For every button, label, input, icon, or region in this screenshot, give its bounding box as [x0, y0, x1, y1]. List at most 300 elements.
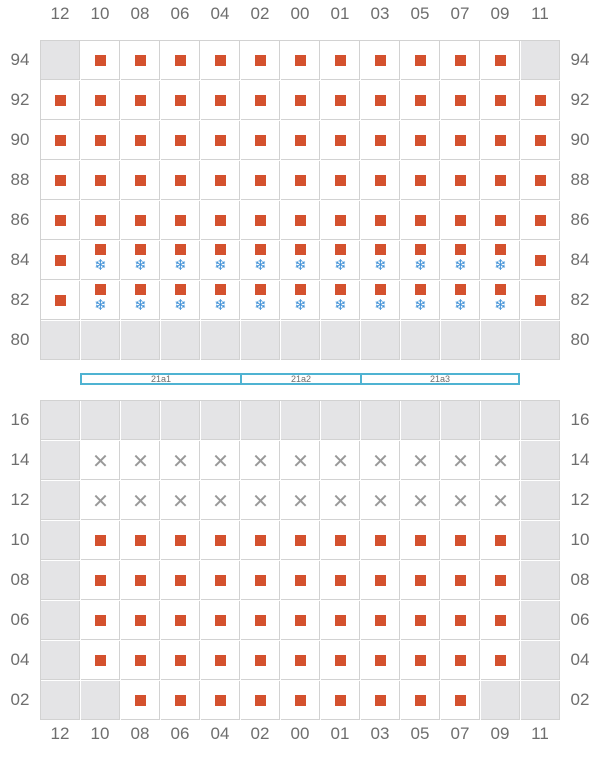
bottom-col-label: 03 [370, 724, 390, 743]
slot-cell[interactable] [201, 281, 240, 320]
slot-cell[interactable] [201, 41, 240, 80]
slot-cell[interactable] [41, 81, 80, 120]
slot-cell[interactable] [281, 441, 320, 480]
slot-cell[interactable] [321, 641, 360, 680]
top-col-label: 05 [410, 4, 430, 23]
snowflake-icon: ❄ [334, 296, 347, 314]
cross-icon: ✕ [212, 449, 229, 473]
slot-cell[interactable] [281, 681, 320, 720]
top-col-label: 02 [250, 4, 270, 23]
cross-icon: ✕ [252, 449, 269, 473]
container-marker [415, 95, 426, 106]
slot-cell [321, 401, 360, 440]
cross-icon: ✕ [492, 489, 509, 513]
row-label-right: 04 [570, 650, 590, 669]
container-marker [295, 535, 306, 546]
slot-cell[interactable] [441, 481, 480, 520]
slot-cell[interactable] [161, 241, 200, 280]
container-marker [295, 175, 306, 186]
slot-cell[interactable] [81, 81, 120, 120]
container-marker [415, 655, 426, 666]
slot-cell[interactable] [481, 601, 520, 640]
slot-cell[interactable] [241, 481, 280, 520]
slot-cell[interactable] [321, 681, 360, 720]
slot-cell[interactable] [161, 521, 200, 560]
container-marker [215, 655, 226, 666]
slot-cell [481, 321, 520, 360]
container-marker [95, 535, 106, 546]
snowflake-icon: ❄ [494, 256, 507, 274]
container-marker [375, 175, 386, 186]
container-marker [175, 175, 186, 186]
container-marker [95, 615, 106, 626]
slot-cell[interactable] [441, 521, 480, 560]
slot-cell [41, 561, 80, 600]
slot-cell[interactable] [521, 201, 560, 240]
container-marker [455, 535, 466, 546]
container-marker [455, 575, 466, 586]
container-marker [255, 284, 266, 295]
slot-cell [321, 321, 360, 360]
slot-cell[interactable] [401, 521, 440, 560]
slot-cell[interactable] [321, 81, 360, 120]
container-marker [95, 55, 106, 66]
top-col-label: 06 [170, 4, 190, 23]
section-21a3[interactable] [360, 373, 520, 385]
slot-cell [361, 321, 400, 360]
container-marker [175, 215, 186, 226]
slot-cell[interactable] [41, 281, 80, 320]
slot-cell[interactable] [441, 561, 480, 600]
slot-cell[interactable] [41, 161, 80, 200]
container-marker [375, 575, 386, 586]
slot-cell[interactable] [361, 641, 400, 680]
bottom-col-label: 08 [130, 724, 150, 743]
slot-cell[interactable] [321, 601, 360, 640]
container-marker [455, 95, 466, 106]
slot-cell[interactable] [281, 601, 320, 640]
slot-cell[interactable] [81, 121, 120, 160]
slot-cell[interactable] [321, 241, 360, 280]
container-marker [255, 135, 266, 146]
slot-cell[interactable] [241, 41, 280, 80]
section-21a2[interactable] [240, 373, 360, 385]
bottom-col-label: 10 [90, 724, 110, 743]
slot-cell[interactable] [481, 121, 520, 160]
bottom-col-label: 00 [290, 724, 310, 743]
slot-cell[interactable] [361, 41, 400, 80]
slot-cell[interactable] [401, 121, 440, 160]
cross-icon: ✕ [452, 449, 469, 473]
slot-cell[interactable] [81, 481, 120, 520]
slot-cell [41, 681, 80, 720]
slot-cell[interactable] [81, 521, 120, 560]
container-marker [335, 175, 346, 186]
slot-cell[interactable] [361, 81, 400, 120]
slot-cell[interactable] [241, 521, 280, 560]
slot-cell[interactable] [281, 241, 320, 280]
slot-cell [281, 321, 320, 360]
slot-cell[interactable] [201, 81, 240, 120]
slot-cell[interactable] [161, 681, 200, 720]
row-label-left: 06 [10, 610, 30, 629]
slot-cell[interactable] [241, 561, 280, 600]
container-marker [455, 215, 466, 226]
snowflake-icon: ❄ [174, 296, 187, 314]
container-marker [415, 244, 426, 255]
slot-cell[interactable] [241, 161, 280, 200]
top-col-label: 07 [450, 4, 470, 23]
slot-cell[interactable] [441, 281, 480, 320]
slot-cell[interactable] [201, 201, 240, 240]
slot-cell[interactable] [361, 281, 400, 320]
snowflake-icon: ❄ [174, 256, 187, 274]
slot-cell[interactable] [481, 81, 520, 120]
cross-icon: ✕ [492, 449, 509, 473]
container-marker [415, 695, 426, 706]
container-marker [495, 284, 506, 295]
slot-cell[interactable] [441, 201, 480, 240]
slot-cell[interactable] [161, 41, 200, 80]
row-label-right: 02 [570, 690, 590, 709]
slot-cell[interactable] [481, 441, 520, 480]
top-col-label: 00 [290, 4, 310, 23]
container-marker [535, 255, 546, 266]
container-marker [215, 575, 226, 586]
slot-cell[interactable] [321, 481, 360, 520]
container-marker [135, 95, 146, 106]
snowflake-icon: ❄ [414, 296, 427, 314]
container-marker [335, 655, 346, 666]
slot-cell[interactable] [201, 641, 240, 680]
slot-cell[interactable] [361, 601, 400, 640]
slot-cell[interactable] [121, 521, 160, 560]
container-marker [335, 615, 346, 626]
container-marker [295, 575, 306, 586]
container-marker [295, 244, 306, 255]
slot-cell[interactable] [161, 201, 200, 240]
slot-cell[interactable] [361, 481, 400, 520]
slot-cell [41, 481, 80, 520]
container-marker [55, 255, 66, 266]
slot-cell[interactable] [121, 161, 160, 200]
container-marker [95, 655, 106, 666]
row-label-right: 80 [570, 330, 590, 349]
row-label-right: 14 [570, 450, 590, 469]
slot-cell[interactable] [281, 521, 320, 560]
slot-cell[interactable] [361, 561, 400, 600]
container-marker [135, 575, 146, 586]
container-marker [495, 135, 506, 146]
container-marker [295, 695, 306, 706]
container-marker [175, 695, 186, 706]
slot-cell[interactable] [201, 161, 240, 200]
slot-cell[interactable] [81, 601, 120, 640]
slot-cell[interactable] [321, 161, 360, 200]
slot-cell [41, 321, 80, 360]
container-marker [415, 575, 426, 586]
slot-cell[interactable] [441, 161, 480, 200]
container-marker [375, 615, 386, 626]
snowflake-icon: ❄ [374, 296, 387, 314]
snowflake-icon: ❄ [94, 296, 107, 314]
container-marker [375, 244, 386, 255]
slot-cell[interactable] [481, 201, 520, 240]
slot-cell[interactable] [81, 161, 120, 200]
slot-cell [521, 441, 560, 480]
snowflake-icon: ❄ [494, 296, 507, 314]
slot-cell[interactable] [121, 641, 160, 680]
slot-cell[interactable] [401, 481, 440, 520]
slot-cell[interactable] [121, 241, 160, 280]
row-label-left: 16 [10, 410, 30, 429]
slot-cell [401, 401, 440, 440]
container-marker [335, 135, 346, 146]
slot-cell[interactable] [361, 441, 400, 480]
row-label-left: 94 [10, 50, 30, 69]
slot-cell[interactable] [41, 241, 80, 280]
bottom-col-label: 02 [250, 724, 270, 743]
slot-cell[interactable] [81, 641, 120, 680]
slot-cell[interactable] [121, 561, 160, 600]
container-marker [415, 135, 426, 146]
slot-cell[interactable] [481, 281, 520, 320]
slot-cell [41, 521, 80, 560]
slot-cell[interactable] [401, 441, 440, 480]
container-marker [175, 55, 186, 66]
slot-cell[interactable] [521, 121, 560, 160]
slot-cell [81, 401, 120, 440]
slot-cell[interactable] [241, 241, 280, 280]
slot-cell[interactable] [161, 641, 200, 680]
slot-cell[interactable] [161, 601, 200, 640]
snowflake-icon: ❄ [374, 256, 387, 274]
container-marker [255, 695, 266, 706]
section-21a1[interactable] [80, 373, 240, 385]
slot-cell[interactable] [81, 281, 120, 320]
slot-cell[interactable] [161, 481, 200, 520]
slot-cell[interactable] [441, 121, 480, 160]
slot-cell[interactable] [201, 521, 240, 560]
slot-cell[interactable] [441, 41, 480, 80]
container-marker [495, 575, 506, 586]
container-marker [135, 175, 146, 186]
container-marker [335, 244, 346, 255]
slot-cell[interactable] [521, 81, 560, 120]
slot-cell[interactable] [41, 201, 80, 240]
container-marker [375, 135, 386, 146]
slot-cell[interactable] [521, 281, 560, 320]
top-col-label: 11 [531, 4, 549, 23]
slot-cell[interactable] [441, 441, 480, 480]
top-col-label: 01 [330, 4, 350, 23]
slot-cell[interactable] [321, 121, 360, 160]
slot-cell[interactable] [361, 161, 400, 200]
cross-icon: ✕ [412, 449, 429, 473]
row-label-left: 12 [10, 490, 30, 509]
slot-cell[interactable] [201, 241, 240, 280]
slot-cell[interactable] [441, 641, 480, 680]
container-marker [95, 175, 106, 186]
slot-cell[interactable] [521, 241, 560, 280]
slot-cell[interactable] [321, 281, 360, 320]
slot-cell[interactable] [121, 41, 160, 80]
slot-cell[interactable] [401, 561, 440, 600]
container-marker [535, 175, 546, 186]
slot-cell[interactable] [401, 601, 440, 640]
slot-cell[interactable] [161, 441, 200, 480]
slot-cell[interactable] [401, 641, 440, 680]
slot-cell[interactable] [121, 601, 160, 640]
slot-cell[interactable] [281, 121, 320, 160]
slot-cell[interactable] [401, 281, 440, 320]
container-marker [535, 95, 546, 106]
container-marker [455, 175, 466, 186]
container-marker [295, 284, 306, 295]
container-marker [295, 655, 306, 666]
container-marker [295, 135, 306, 146]
slot-cell[interactable] [481, 521, 520, 560]
slot-cell[interactable] [361, 521, 400, 560]
bottom-col-label: 07 [450, 724, 470, 743]
slot-cell[interactable] [481, 561, 520, 600]
container-marker [495, 244, 506, 255]
slot-cell[interactable] [161, 81, 200, 120]
slot-cell [361, 401, 400, 440]
slot-cell [281, 401, 320, 440]
container-marker [375, 215, 386, 226]
slot-cell[interactable] [241, 641, 280, 680]
slot-cell[interactable] [201, 681, 240, 720]
slot-cell[interactable] [281, 201, 320, 240]
slot-cell[interactable] [401, 241, 440, 280]
slot-cell[interactable] [401, 681, 440, 720]
slot-cell [41, 401, 80, 440]
row-label-right: 08 [570, 570, 590, 589]
container-marker [295, 215, 306, 226]
top-col-label: 08 [130, 4, 150, 23]
slot-cell[interactable] [81, 241, 120, 280]
slot-cell[interactable] [241, 81, 280, 120]
snowflake-icon: ❄ [214, 256, 227, 274]
slot-cell[interactable] [441, 241, 480, 280]
slot-cell[interactable] [281, 641, 320, 680]
slot-cell [41, 641, 80, 680]
slot-cell[interactable] [281, 281, 320, 320]
slot-cell[interactable] [161, 281, 200, 320]
slot-cell[interactable] [241, 681, 280, 720]
slot-cell[interactable] [81, 561, 120, 600]
snowflake-icon: ❄ [454, 256, 467, 274]
slot-cell [481, 401, 520, 440]
slot-cell[interactable] [281, 481, 320, 520]
slot-cell[interactable] [281, 41, 320, 80]
slot-cell[interactable] [481, 161, 520, 200]
slot-cell[interactable] [481, 41, 520, 80]
slot-cell[interactable] [441, 81, 480, 120]
slot-cell[interactable] [361, 121, 400, 160]
slot-cell[interactable] [241, 201, 280, 240]
slot-cell[interactable] [401, 81, 440, 120]
slot-cell[interactable] [81, 201, 120, 240]
slot-cell[interactable] [361, 241, 400, 280]
slot-cell[interactable] [121, 201, 160, 240]
container-marker [175, 535, 186, 546]
slot-cell[interactable] [281, 561, 320, 600]
container-marker [255, 615, 266, 626]
slot-cell[interactable] [481, 241, 520, 280]
slot-cell[interactable] [361, 681, 400, 720]
container-marker [135, 655, 146, 666]
slot-cell[interactable] [241, 441, 280, 480]
slot-cell[interactable] [121, 81, 160, 120]
slot-cell[interactable] [241, 281, 280, 320]
slot-cell[interactable] [121, 281, 160, 320]
slot-cell[interactable] [201, 481, 240, 520]
slot-cell[interactable] [201, 441, 240, 480]
container-marker [55, 295, 66, 306]
slot-cell[interactable] [481, 641, 520, 680]
container-marker [495, 655, 506, 666]
slot-cell[interactable] [121, 121, 160, 160]
container-marker [375, 284, 386, 295]
slot-cell[interactable] [161, 161, 200, 200]
slot-cell[interactable] [321, 201, 360, 240]
slot-cell[interactable] [361, 201, 400, 240]
cross-icon: ✕ [172, 449, 189, 473]
row-label-right: 10 [570, 530, 590, 549]
container-marker [215, 244, 226, 255]
slot-cell[interactable] [161, 121, 200, 160]
slot-cell[interactable] [401, 161, 440, 200]
slot-cell[interactable] [81, 441, 120, 480]
slot-cell[interactable] [321, 561, 360, 600]
slot-cell[interactable] [321, 41, 360, 80]
slot-cell[interactable] [401, 201, 440, 240]
slot-cell[interactable] [81, 41, 120, 80]
slot-cell[interactable] [321, 441, 360, 480]
slot-cell [441, 401, 480, 440]
slot-cell[interactable] [441, 681, 480, 720]
cross-icon: ✕ [212, 489, 229, 513]
slot-cell[interactable] [481, 481, 520, 520]
slot-cell[interactable] [441, 601, 480, 640]
slot-cell[interactable] [281, 81, 320, 120]
container-marker [535, 135, 546, 146]
slot-cell[interactable] [321, 521, 360, 560]
slot-cell[interactable] [241, 601, 280, 640]
slot-cell [121, 321, 160, 360]
slot-cell[interactable] [121, 681, 160, 720]
slot-cell[interactable] [161, 561, 200, 600]
container-marker [455, 615, 466, 626]
slot-cell[interactable] [201, 121, 240, 160]
slot-cell[interactable] [241, 121, 280, 160]
slot-cell [41, 441, 80, 480]
cross-icon: ✕ [372, 489, 389, 513]
slot-cell[interactable] [401, 41, 440, 80]
slot-cell[interactable] [521, 161, 560, 200]
container-marker [495, 535, 506, 546]
slot-cell[interactable] [281, 161, 320, 200]
slot-cell[interactable] [201, 601, 240, 640]
cross-icon: ✕ [132, 489, 149, 513]
cross-icon: ✕ [332, 489, 349, 513]
slot-cell[interactable] [121, 481, 160, 520]
slot-cell[interactable] [201, 561, 240, 600]
slot-cell[interactable] [41, 121, 80, 160]
slot-cell[interactable] [121, 441, 160, 480]
